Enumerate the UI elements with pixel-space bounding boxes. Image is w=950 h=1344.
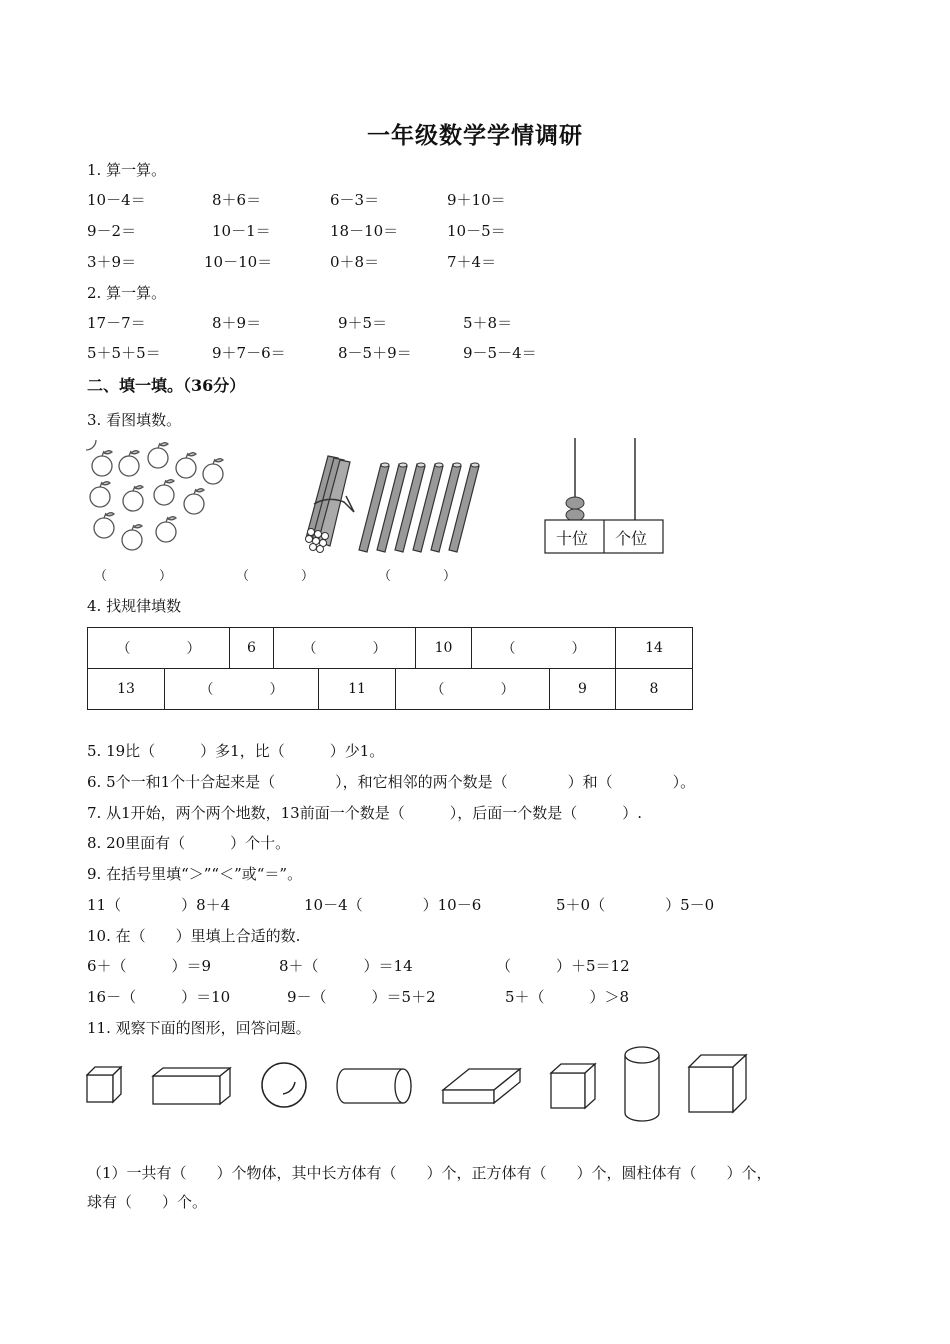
fill-item: （ ）＋5＝12 [496, 957, 630, 975]
compare-item: 11（ ）8＋4 [87, 896, 231, 914]
q1-cell: 9－2＝ [87, 222, 137, 240]
cylinder-lying-icon [335, 1066, 415, 1106]
sequence-cell[interactable]: （ ） [274, 628, 416, 669]
q3-answer[interactable]: （ ） [236, 569, 315, 584]
fill-item: 16－（ ）＝10 [87, 988, 231, 1006]
compare-item: 10－4（ ）10－6 [304, 896, 482, 914]
q3-answer[interactable]: （ ） [378, 569, 457, 584]
q6-text: 6. 5个一和1个十合起来是（ ），和它相邻的两个数是（ ）和（ ）。 [87, 773, 696, 791]
q1-cell: 10－1＝ [212, 222, 271, 240]
q2-label: 2. 算一算。 [87, 284, 167, 302]
cylinder-standing-icon [622, 1045, 662, 1125]
sequence-table-row2 [87, 668, 693, 710]
q1-cell: 7＋4＝ [447, 253, 497, 271]
fill-item: 5＋（ ）＞8 [505, 988, 630, 1006]
sequence-cell[interactable]: （ ） [88, 628, 230, 669]
sequence-cell[interactable]: （ ） [396, 669, 550, 710]
sequence-cell: 11 [319, 669, 396, 710]
q4-label: 4. 找规律填数 [87, 597, 182, 615]
sphere-icon [259, 1060, 309, 1110]
sequence-cell: 6 [230, 628, 274, 669]
q3-label: 3. 看图填数。 [87, 411, 182, 429]
fill-item: 8＋（ ）＝14 [279, 957, 413, 975]
q9-label: 9. 在括号里填“＞”“＜”或“＝”。 [87, 865, 303, 883]
q1-cell: 0＋8＝ [330, 253, 380, 271]
q1-cell: 10－4＝ [87, 191, 146, 209]
abacus-ones-label: 个位 [615, 529, 648, 548]
q3-answer[interactable]: （ ） [94, 569, 173, 584]
q2-cell: 5＋8＝ [463, 314, 513, 332]
cube-icon [86, 1066, 124, 1104]
sequence-cell: 8 [616, 669, 693, 710]
sequence-table-row1 [87, 627, 693, 669]
q10-label: 10. 在（ ）里填上合适的数. [87, 927, 301, 945]
section-heading: 二、填一填。（36分） [87, 376, 246, 395]
abacus-tens-label: 十位 [556, 529, 589, 548]
flat-cuboid-icon [441, 1066, 523, 1106]
q2-cell: 5＋5＋5＝ [87, 344, 161, 362]
sequence-cell: 9 [550, 669, 616, 710]
compare-item: 5＋0（ ）5－0 [556, 896, 715, 914]
cube-icon [549, 1062, 599, 1110]
sequence-cell: 14 [616, 628, 693, 669]
q1-cell: 18－10＝ [330, 222, 399, 240]
q1-label: 1. 算一算。 [87, 161, 167, 179]
sequence-cell[interactable]: （ ） [165, 669, 319, 710]
cuboid-icon [151, 1066, 233, 1106]
fill-item: 6＋（ ）＝9 [87, 957, 212, 975]
q1-cell: 6－3＝ [330, 191, 380, 209]
sequence-cell: 13 [88, 669, 165, 710]
q7-text: 7. 从1开始，两个两个地数，13前面一个数是（ ），后面一个数是（ ）. [87, 804, 642, 822]
stick-bundle-icon [298, 450, 358, 554]
q2-cell: 17－7＝ [87, 314, 146, 332]
cube-icon [687, 1053, 749, 1115]
q2-cell: 8＋9＝ [212, 314, 262, 332]
q1-cell: 9＋10＝ [447, 191, 506, 209]
q8-text: 8. 20里面有（ ）个十。 [87, 834, 291, 852]
q2-cell: 8－5＋9＝ [338, 344, 412, 362]
apples-picture-icon [86, 440, 236, 555]
loose-sticks-icon [355, 460, 485, 555]
sequence-cell: 10 [416, 628, 472, 669]
q11-sub1-line1: （1）一共有（ ）个物体，其中长方体有（ ）个，正方体有（ ）个，圆柱体有（ ）个， [87, 1164, 772, 1182]
page-title: 一年级数学学情调研 [367, 122, 583, 149]
q11-label: 11. 观察下面的图形，回答问题。 [87, 1019, 311, 1037]
q1-cell: 3＋9＝ [87, 253, 137, 271]
q2-cell: 9－5－4＝ [463, 344, 537, 362]
sequence-cell[interactable]: （ ） [472, 628, 616, 669]
fill-item: 9－（ ）＝5＋2 [287, 988, 436, 1006]
q11-sub1-line2: 球有（ ）个。 [87, 1193, 208, 1211]
q1-cell: 10－5＝ [447, 222, 506, 240]
q2-cell: 9＋5＝ [338, 314, 388, 332]
q5-text: 5. 19比（ ）多1，比（ ）少1。 [87, 742, 385, 760]
q2-cell: 9＋7－6＝ [212, 344, 286, 362]
q1-cell: 8＋6＝ [212, 191, 262, 209]
q1-cell: 10－10＝ [204, 253, 273, 271]
